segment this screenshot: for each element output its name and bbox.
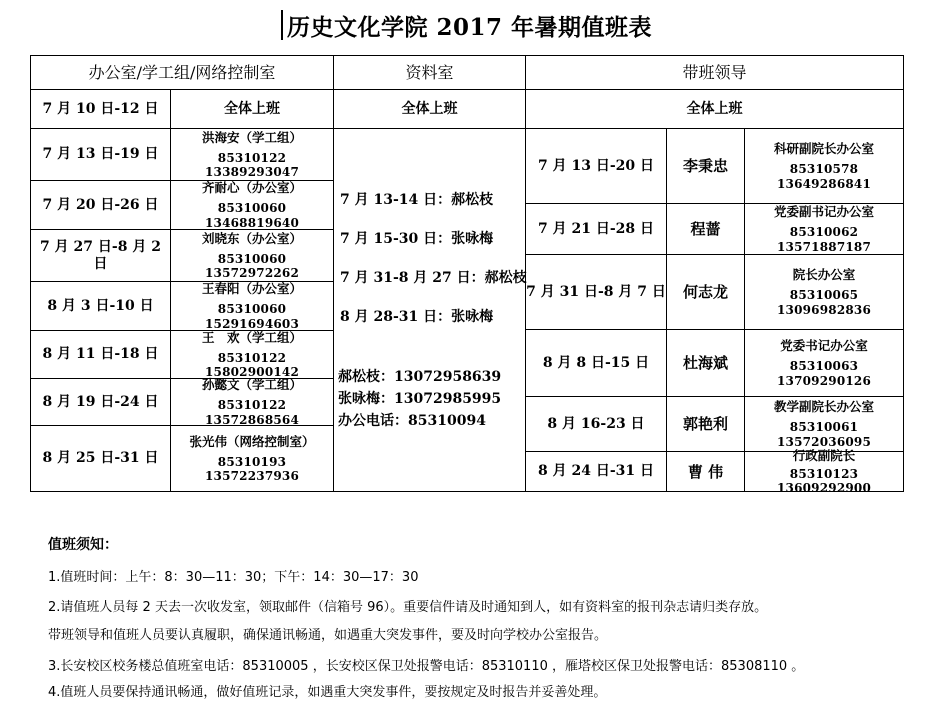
leader-phone: 85310123 13609292900 (776, 466, 872, 495)
leader-row-date: 8 月 24 日-31 日 (537, 463, 654, 480)
leader-office: 党委副书记办公室 (773, 204, 874, 220)
archive-contact: 办公电话：85310094 (338, 413, 486, 429)
leader-contact (745, 330, 903, 396)
leader-phone: 85310063 13709290126 (776, 359, 872, 388)
office-row-date: 8 月 11 日-18 日 (42, 346, 159, 363)
person-name: 齐耐心（办公室） (201, 180, 302, 196)
archive-contact: 郝松枝：13072958639 (338, 369, 502, 385)
leader-office: 党委书记办公室 (780, 338, 868, 354)
leader-phone: 85310061 13572036095 (776, 420, 872, 449)
row0-office: 全体上班 (224, 100, 280, 117)
notes-line: 3.长安校区校务楼总值班室电话：85310005 ，长安校区保卫处报警电话：85310110 ，雁塔校区保卫处报警电话：85308110 。 (48, 659, 805, 674)
header-office: 办公室/学工组/网络控制室 (88, 62, 276, 82)
archive-schedule-item: 7 月 31-8 月 27 日：郝松枝 (340, 270, 527, 286)
person-phone: 85310060 13572972262 (204, 251, 300, 280)
leader-name: 曹 伟 (687, 462, 724, 481)
leader-row-date: 7 月 21 日-28 日 (537, 220, 654, 237)
person-name: 张光伟（网络控制室） (189, 433, 315, 449)
office-row-date: 7 月 20 日-26 日 (42, 196, 159, 213)
row0-archive: 全体上班 (401, 100, 458, 117)
leader-phone: 85310065 13096982836 (776, 288, 872, 317)
person-phone: 85310122 13389293047 (204, 150, 300, 179)
office-row-person (171, 181, 333, 229)
person-phone: 85310122 15802900142 (204, 350, 300, 379)
leader-row-date: 7 月 31 日-8 月 7 日 (526, 283, 666, 300)
page-title: 历史文化学院 2017 年暑期值班表 (287, 13, 653, 41)
office-row-person (171, 379, 333, 425)
leader-name: 郭艳利 (682, 415, 728, 433)
leader-contact (745, 447, 903, 495)
leader-phone: 85310062 13571887187 (776, 225, 872, 254)
person-phone: 85310060 13468819640 (204, 201, 300, 230)
leader-office: 科研副院长办公室 (773, 141, 874, 157)
notes-line: 2.请值班人员每 2 天去一次收发室，领取邮件（信箱号 96）。重要信件请及时通知到人，如有资料室的报刊杂志请归类存放。 (48, 600, 768, 615)
text-cursor (281, 10, 283, 40)
notes-line: 1.值班时间：上午：8：30—11：30；下午：14：30—17：30 (48, 570, 419, 585)
office-row-date: 7 月 13 日-19 日 (42, 146, 159, 163)
office-row-person (171, 129, 333, 180)
person-phone: 85310193 13572237936 (204, 454, 300, 483)
leader-phone: 85310578 13649286841 (776, 162, 872, 191)
office-row-date: 8 月 19 日-24 日 (42, 393, 159, 410)
leader-office: 行政副院长 (792, 447, 856, 463)
person-name: 刘晓东（办公室） (201, 230, 302, 246)
leader-name: 杜海斌 (682, 354, 728, 372)
leader-name: 程蔷 (690, 220, 721, 238)
office-row-date: 7 月 27 日-8 月 2 日 (40, 238, 161, 272)
leader-contact (745, 255, 903, 329)
leader-contact (745, 129, 903, 203)
leader-office: 教学副院长办公室 (773, 399, 874, 415)
leader-row-date: 8 月 16-23 日 (547, 415, 645, 432)
leader-contact (745, 397, 903, 451)
leader-row-date: 7 月 13 日-20 日 (537, 157, 654, 174)
row0-leader: 全体上班 (686, 100, 743, 117)
leader-name: 何志龙 (682, 283, 728, 301)
person-phone: 85310122 13572868564 (204, 398, 300, 427)
office-row-person (171, 426, 333, 491)
leader-row-date: 8 月 8 日-15 日 (542, 354, 650, 371)
person-name: 孙懿文（学工组） (201, 377, 302, 393)
archive-schedule-item: 7 月 13-14 日：郝松枝 (340, 192, 494, 208)
office-row-date: 8 月 3 日-10 日 (47, 297, 154, 314)
person-name: 洪海安（学工组） (201, 129, 302, 145)
office-row-person (171, 230, 333, 281)
notes-line: 带班领导和值班人员要认真履职，确保通讯畅通，如遇重大突发事件，要及时向学校办公室报告。 (48, 628, 608, 643)
notes-line: 4.值班人员要保持通讯畅通，做好值班记录，如遇重大突发事件，要按规定及时报告并妥善处理。 (48, 685, 607, 700)
header-archive: 资料室 (405, 62, 454, 82)
person-name: 王春阳（办公室） (201, 281, 302, 297)
leader-contact (745, 204, 903, 254)
archive-contact: 张咏梅：13072985995 (338, 391, 502, 407)
archive-schedule-item: 8 月 28-31 日：张咏梅 (340, 309, 494, 325)
person-phone: 85310060 15291694603 (204, 302, 300, 331)
person-name: 王 欢（学工组） (201, 329, 302, 345)
notes-title: 值班须知： (48, 537, 118, 553)
office-row-date: 8 月 25 日-31 日 (42, 450, 159, 467)
leader-office: 院长办公室 (792, 267, 856, 283)
archive-schedule-item: 7 月 15-30 日：张咏梅 (340, 231, 494, 247)
office-row-person (171, 282, 333, 330)
leader-name: 李秉忠 (682, 157, 728, 175)
row0-date: 7 月 10 日-12 日 (42, 100, 159, 117)
office-row-person (171, 331, 333, 378)
header-leader: 带班领导 (682, 62, 747, 82)
